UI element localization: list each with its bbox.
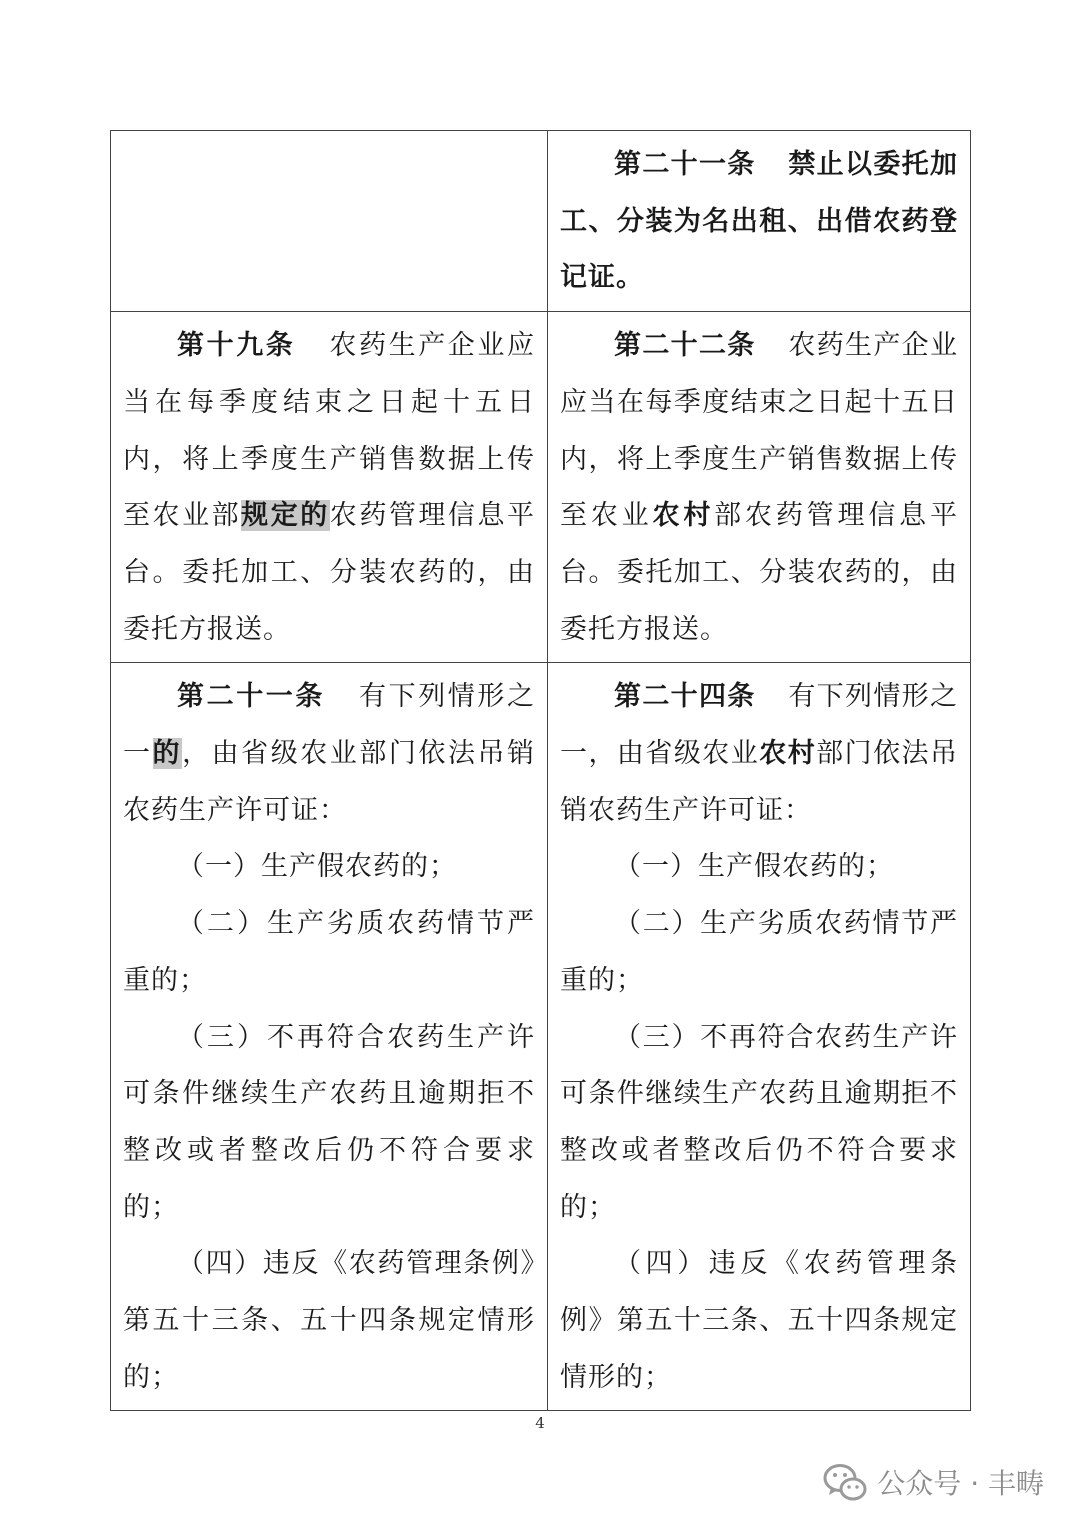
article-paragraph: [123, 318, 535, 658]
article-paragraph: [123, 1010, 535, 1237]
deleted-text: 的: [152, 738, 183, 770]
article-text: （三）不再符合农药生产许可条件继续生产农药且逾期拒不整改或者整改后仍不符合要求的；: [123, 1021, 535, 1223]
article-text: 有下列情形之一: [123, 681, 536, 770]
article-number: 第二十一条: [614, 149, 756, 180]
article-paragraph: [123, 1236, 535, 1406]
article-text: （二）生产劣质农药情节严重的；: [560, 908, 958, 996]
watermark-text: 公众号 · 丰畴: [877, 1467, 1044, 1500]
comparison-table: [110, 130, 971, 1411]
article-paragraph: [560, 137, 958, 307]
table-body: [111, 131, 971, 1411]
article-paragraph: [123, 896, 535, 1009]
right-cell: [548, 312, 971, 663]
article-text: （一）生产假农药的；: [614, 851, 894, 883]
left-cell: [111, 131, 548, 312]
article-text: 农药管理信息平台。委托加工、分装农药的，由委托方报送。: [123, 500, 536, 645]
article-number: 第十九条: [177, 330, 296, 362]
article-paragraph: [560, 839, 958, 896]
added-text: 农村: [759, 738, 817, 770]
article-number: 第二十四条: [614, 681, 756, 713]
added-text: 禁止以委托加工、分装为名出租、出借农药登记证。: [560, 149, 958, 294]
table-row: [111, 131, 971, 312]
article-paragraph: [560, 318, 958, 658]
article-paragraph: [123, 669, 535, 839]
article-number: 第二十一条: [177, 681, 326, 713]
article-paragraph: [123, 839, 535, 896]
page-number: 4: [535, 1414, 545, 1432]
left-cell: [111, 663, 548, 1411]
wechat-icon: [823, 1462, 867, 1502]
article-text: （二）生产劣质农药情节严重的；: [123, 908, 535, 996]
article-paragraph: [560, 1010, 958, 1237]
added-text: 农村: [652, 500, 715, 532]
article-text: 农药生产企业应当在每季度结束之日起十五日内，将上季度生产销售数据上传至农业部: [123, 330, 536, 532]
article-text: 部农药管理信息平台。委托加工、分装农药的，由委托方报送。: [560, 500, 959, 645]
right-cell: [548, 131, 971, 312]
article-text: 部门依法吊销农药生产许可证：: [560, 738, 959, 826]
deleted-text: 规定的: [241, 500, 330, 532]
article-text: （一）生产假农药的；: [177, 851, 457, 883]
article-paragraph: [560, 1236, 958, 1406]
article-text: （三）不再符合农药生产许可条件继续生产农药且逾期拒不整改或者整改后仍不符合要求的；: [560, 1021, 958, 1223]
article-number: 第二十二条: [614, 330, 756, 362]
right-cell: [548, 663, 971, 1411]
table-row: [111, 663, 971, 1411]
article-text: （四）违反《农药管理条例》第五十三条、五十四条规定情形的；: [123, 1248, 535, 1393]
article-paragraph: [560, 669, 958, 839]
article-text: 农药生产企业应当在每季度结束之日起十五日内，将上季度生产销售数据上传至农业: [560, 330, 958, 532]
watermark: [823, 1462, 1044, 1502]
article-paragraph: [560, 896, 958, 1009]
table-row: [111, 312, 971, 663]
left-cell: [111, 312, 548, 663]
article-text: ，由省级农业部门依法吊销农药生产许可证：: [123, 738, 536, 826]
article-text: 有下列情形之一，由省级农业: [560, 681, 958, 770]
article-text: （四）违反《农药管理条例》第五十三条、五十四条规定情形的；: [560, 1248, 958, 1393]
